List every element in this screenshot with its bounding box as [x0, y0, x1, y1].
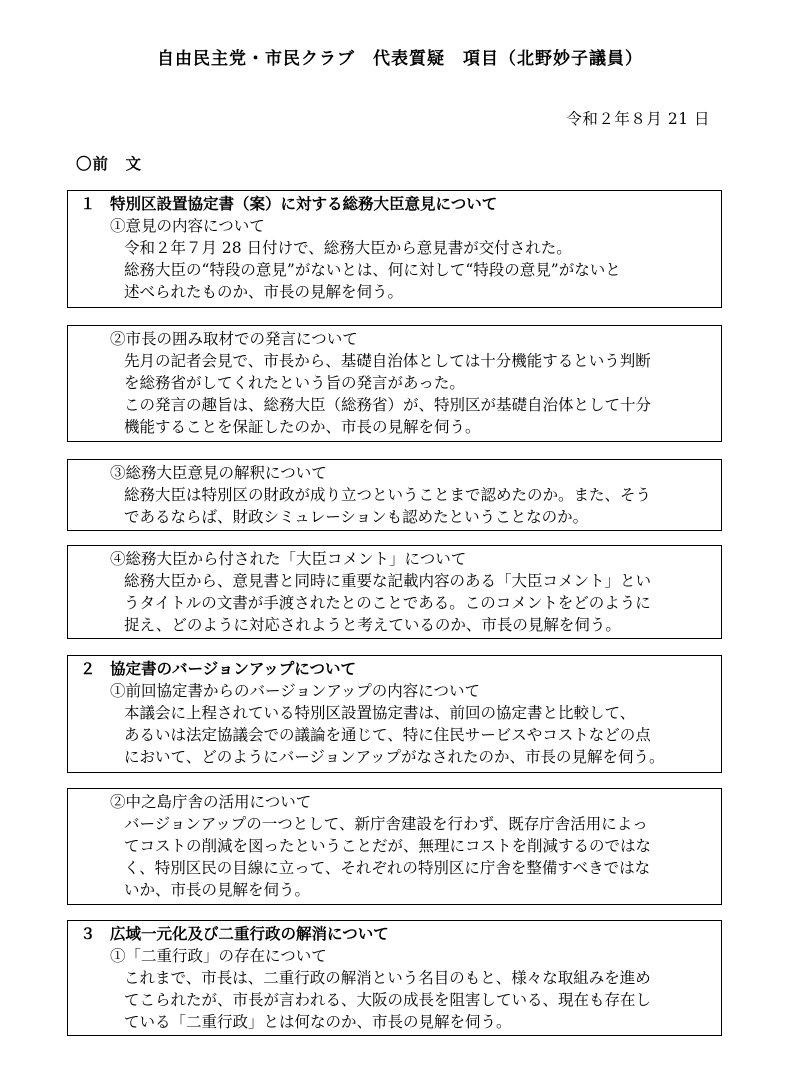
body-line: この発言の趣旨は、総務大臣（総務省）が、特別区が基礎自治体として十分 — [124, 396, 652, 414]
section-number: １ — [80, 195, 96, 213]
body-line: く、特別区民の目線に立って、それぞれの特別区に庁舎を整備すべきではな — [124, 859, 651, 877]
body-line: いか、市長の見解を伺う。 — [124, 881, 311, 899]
subsection-title: ②中之島庁舎の活用について — [110, 793, 312, 811]
body-line: を総務省がしてくれたという旨の発言があった。 — [124, 374, 465, 392]
body-line: これまで、市長は、二重行政の解消という名目のもと、様々な取組みを進め — [124, 969, 651, 987]
body-line: 総務大臣は特別区の財政が成り立つということまで認めたのか。また、そう — [124, 486, 652, 504]
subsection-title: ④総務大臣から付された「大臣コメント」について — [110, 550, 467, 568]
body-line: 令和２年７月 28 日付けで、総務大臣から意見書が交付された。 — [124, 239, 572, 257]
body-line: ている「二重行政」とは何なのか、市長の見解を伺う。 — [124, 1013, 512, 1031]
subsection-title: ①意見の内容について — [110, 217, 265, 235]
section-heading — [68, 658, 721, 680]
question-box-1-3 — [67, 459, 722, 531]
body-line: 述べられたものか、市長の見解を伺う。 — [124, 283, 404, 301]
section-heading — [68, 193, 721, 215]
section-number: ３ — [80, 925, 96, 943]
section-title: 広域一元化及び二重行政の解消について — [110, 925, 389, 943]
body-line: 本議会に上程されている特別区設置協定書は、前回の協定書と比較して、 — [124, 704, 636, 722]
section-heading — [68, 923, 721, 945]
question-box-1-2 — [67, 325, 722, 442]
body-line: 総務大臣の“特段の意見”がないとは、何に対して“特段の意見”がないと — [124, 261, 621, 279]
question-box-1-4 — [67, 545, 722, 639]
subsection-title: ②市長の囲み取材での発言について — [110, 330, 358, 348]
body-line: 先月の記者会見で、市長から、基礎自治体としては十分機能するという判断 — [124, 352, 651, 370]
subsection-title: ①「二重行政」の存在について — [110, 947, 327, 965]
question-box-3-1 — [67, 920, 722, 1036]
section-title: 特別区設置協定書（案）に対する総務大臣意見について — [110, 195, 498, 213]
body-line: てコストの削減を図ったということだが、無理にコストを削減するのではな — [124, 837, 652, 855]
question-box-1-1 — [67, 190, 722, 308]
subsection-title: ③総務大臣意見の解釈について — [110, 464, 327, 482]
preamble-label: 〇前 文 — [76, 155, 143, 173]
body-line: バージョンアップの一つとして、新庁舎建設を行わず、既存庁舎活用によっ — [124, 815, 648, 833]
body-line: 機能することを保証したのか、市長の見解を伺う。 — [124, 418, 481, 436]
body-line: 捉え、どのように対応されようと考えているのか、市長の見解を伺う。 — [124, 616, 621, 634]
question-box-2-2 — [67, 788, 722, 905]
subsection-title: ①前回協定書からのバージョンアップの内容について — [110, 682, 480, 700]
document-date: 令和２年８月 21 日 — [566, 110, 710, 128]
body-line: において、どのようにバージョンアップがなされたのか、市長の見解を伺う。 — [124, 748, 665, 766]
body-line: であるならば、財政シミュレーションも認めたということなのか。 — [124, 508, 589, 526]
section-number: ２ — [80, 660, 96, 678]
body-line: あるいは法定協議会での議論を通じて、特に住民サービスやコストなどの点 — [124, 726, 651, 744]
document-title: 自由民主党・市民クラブ 代表質疑 項目（北野妙子議員） — [157, 49, 643, 69]
question-box-2-1 — [67, 655, 722, 773]
body-line: うタイトルの文書が手渡されたとのことである。このコメントをどのように — [124, 594, 651, 612]
body-line: てこられたが、市長が言われる、大阪の成長を阻害している、現在も存在し — [124, 991, 652, 1009]
body-line: 総務大臣から、意見書と同時に重要な記載内容のある「大臣コメント」とい — [124, 572, 652, 590]
section-title: 協定書のバージョンアップについて — [110, 660, 356, 678]
